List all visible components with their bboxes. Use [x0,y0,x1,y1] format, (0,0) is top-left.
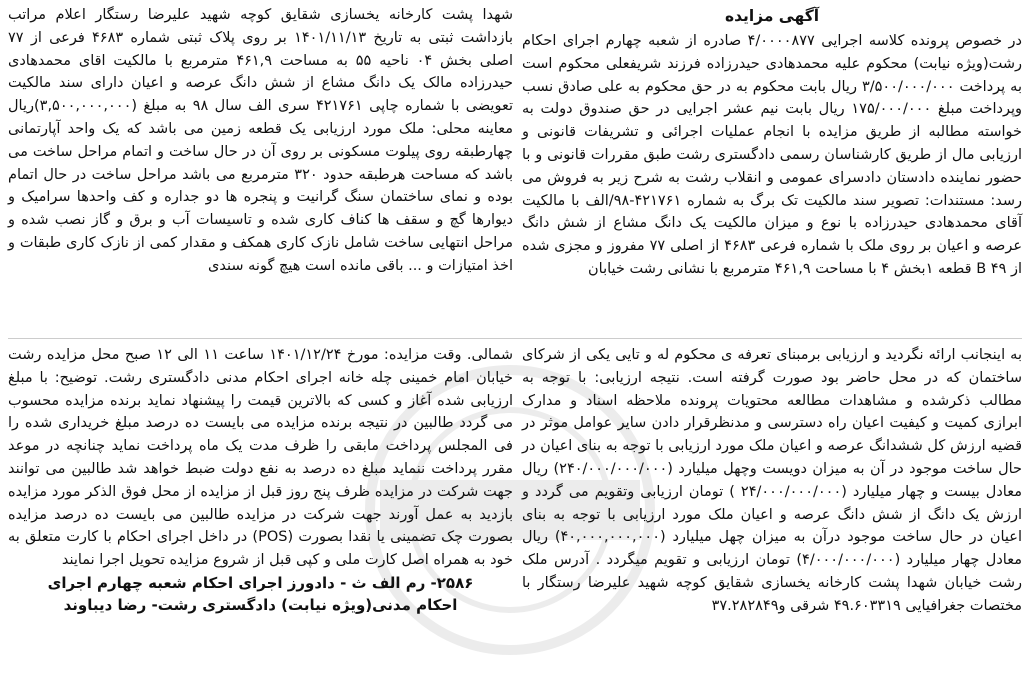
notice-paragraph: در خصوص پرونده کلاسه اجرایی ۴/۰۰۰۰۸۷۷ صادره از شعبه چهارم اجرای احکام رشت(ویژه نیابت) محکوم علیه محمدهادی حیدرزاده فرزند شریفعلی محکوم است به پرداخت ۳/۵۰۰/۰۰۰/۰۰۰ ریال بابت محکوم به در حق محکوم به علی صادق نسب وپرداخت مبلغ ۱۷۵/۰۰۰/۰۰۰ ریال بابت نیم عشر اجرایی در حق صندوق دولت به خواسته مطالبه از طریق مزایده با انجام عملیات اجرائی و تشریفات قانونی و ارزیابی مال از طریق کارشناسان رسمی دادگستری رشت طبق مقررات قانونی و با حضور نماینده دادستان دادسرای عمومی و انقلاب رشت به شرح زیر به فروش می رسد: مستندات: تصویر سند مالکیت تک برگ به شماره ۴۲۱۷۶۱-۹۸/الف با مالکیت آقای محمدهادی حیدرزاده با نوع و میزان مالکیت یک دانگ مشاع از شش دانگ عرصه و اعیان بر روی ملک با شماره فرعی ۴۶۸۳ از اصلی ۷۷ مفروز و مجزی شده از ۴۹ B قطعه ۱بخش ۴ با مساحت ۴۶۱,۹ مترمربع با نشانی رشت خیابان [522,33,1023,277]
notice-paragraph: شمالی. وقت مزایده: مورخ ۱۴۰۱/۱۲/۲۴ ساعت ۱۱ الی ۱۲ صبح محل مزایده رشت خیابان امام خمینی چله خانه اجرای احکام مدنی دادگستری رشت. توضیح: با مبلغ ارزیابی شده آغاز و کسی که بالاترین قیمت را پیشنهاد نماید برنده مزایده محسوب می گردد طالبین در نتیجه برنده مزایده می بایست ده درصد مبلغ خریداری شده را فی المجلس پرداخت مابقی را ظرف مدت یک ماه پرداخت نماید چنانچه در موعد مقرر پرداخت ننماید مبلغ ده درصد به نفع دولت ضبط خواهد شد طالبین می توانند جهت شرکت در مزایده ظرف پنج روز قبل از مزایده از محل فوق الذکر مورد مزایده بازدید به عمل آورند جهت شرکت در مزایده طالبین می بایست ده درصد مزایده بصورت چک تضمینی یا نقدا بصورت (POS) در داخل اجرای احکام با کارت متعلق به خود به همراه اصل کارت ملی و کپی قبل از شروع مزایده تحویل اجرا نمایند [8,347,513,569]
notice-column-left-bottom [8,344,513,616]
section-divider [8,338,1022,339]
notice-paragraph: شهدا پشت کارخانه یخسازی شقایق کوچه شهید علیرضا رستگار اعلام مراتب بازداشت ثبتی به تاریخ ۱۴۰۱/۱۱/۱۳ بر روی پلاک ثبتی شماره ۴۶۸۳ فرعی از ۷۷ اصلی بخش ۰۴ ناحیه ۵۵ به مساحت ۴۶۱,۹ مترمربع با مالکیت اقای محمدهادی حیدرزاده مالک یک دانگ مشاع از شش دانگ عرصه و اعیان دارای سند مالکیت تعویضی با شماره چاپی ۴۲۱۷۶۱ سری الف سال ۹۸ به مبلغ (۳,۵۰۰,۰۰۰,۰۰۰)ریال معاینه محلی: ملک مورد ارزیابی یک قطعه زمین می باشد که یک واحد آپارتمانی چهارطبقه روی پیلوت مسکونی بر روی آن در حال ساخت و اتمام مراحل ساخت می باشد که مساحت هرطبقه حدود ۳۲۰ مترمربع می باشد مراحل ساخت در حال اتمام بوده و نمای ساختمان سنگ گرانیت و پنجره ها دو جداره و کف واحدها سرامیک و دیوارها گچ و سقف ها کناف کاری شده و تاسیسات آب و برق و گاز نصب شده و مراحل انتهایی ساخت شامل نازک کاری همکف و مقدار کمی از نازک کاری طبقات و اخذ امتیازات و ... باقی مانده است هیچ گونه سندی [8,7,513,274]
notice-title: آگهی مزایده [724,7,820,25]
notice-paragraph: به اینجانب ارائه نگردید و ارزیابی برمبنای تعرفه ی محکوم له و تایی یکی از شرکای ساختمان که در محل حاضر بود صورت گرفته است. نتیجه ارزیابی: با توجه به مطالب ذکرشده و مشاهدات مطالعه محتویات پرونده ملاحظه اسناد و مدارک ابرازی کمیت و کیفیت اعیان راه دسترسی و مدنظرقرار دادن سایر عوامل موثر در قضیه ارزش کل ششدانگ عرصه و اعیان ملک مورد ارزیابی با توجه به بنای اعیان در حال ساخت موجود در آن به میزان دویست وچهل میلیارد (۲۴۰/۰۰۰/۰۰۰/۰۰۰) ریال معادل بیست و چهار میلیارد (۲۴/۰۰۰/۰۰۰/۰۰۰ ) تومان ارزیابی وتقویم می گردد و ارزش یک دانگ از شش دانگ عرصه و اعیان ملک مورد ارزیابی با توجه به بنای اعیان در حال ساخت موجود درآن به میزان چهل میلیارد (۴۰,۰۰۰,۰۰۰,۰۰۰) ریال معادل چهار میلیارد (۴/۰۰۰/۰۰۰/۰۰۰) تومان ارزیابی و تقویم میگردد . آدرس ملک رشت خیابان شهدا پشت کارخانه یخسازی شقایق کوچه شهید علیرضا رستگار با مختصات جغرافیایی ۴۹.۶۰۳۳۱۹ شرقی و۳۷.۲۸۲۸۴۹ [522,347,1022,614]
signature-block [8,572,513,616]
notice-column-left-top [8,4,513,278]
signature-line: احکام مدنی(ویژه نیابت) دادگستری رشت- رضا دیباوند [63,595,458,614]
signature-line: ۲۵۸۶- رم الف ث - دادورز اجرای احکام شعبه چهارم اجرای [47,573,474,592]
notice-column-right-bottom [522,344,1022,618]
notice-column-right-top [522,4,1022,281]
